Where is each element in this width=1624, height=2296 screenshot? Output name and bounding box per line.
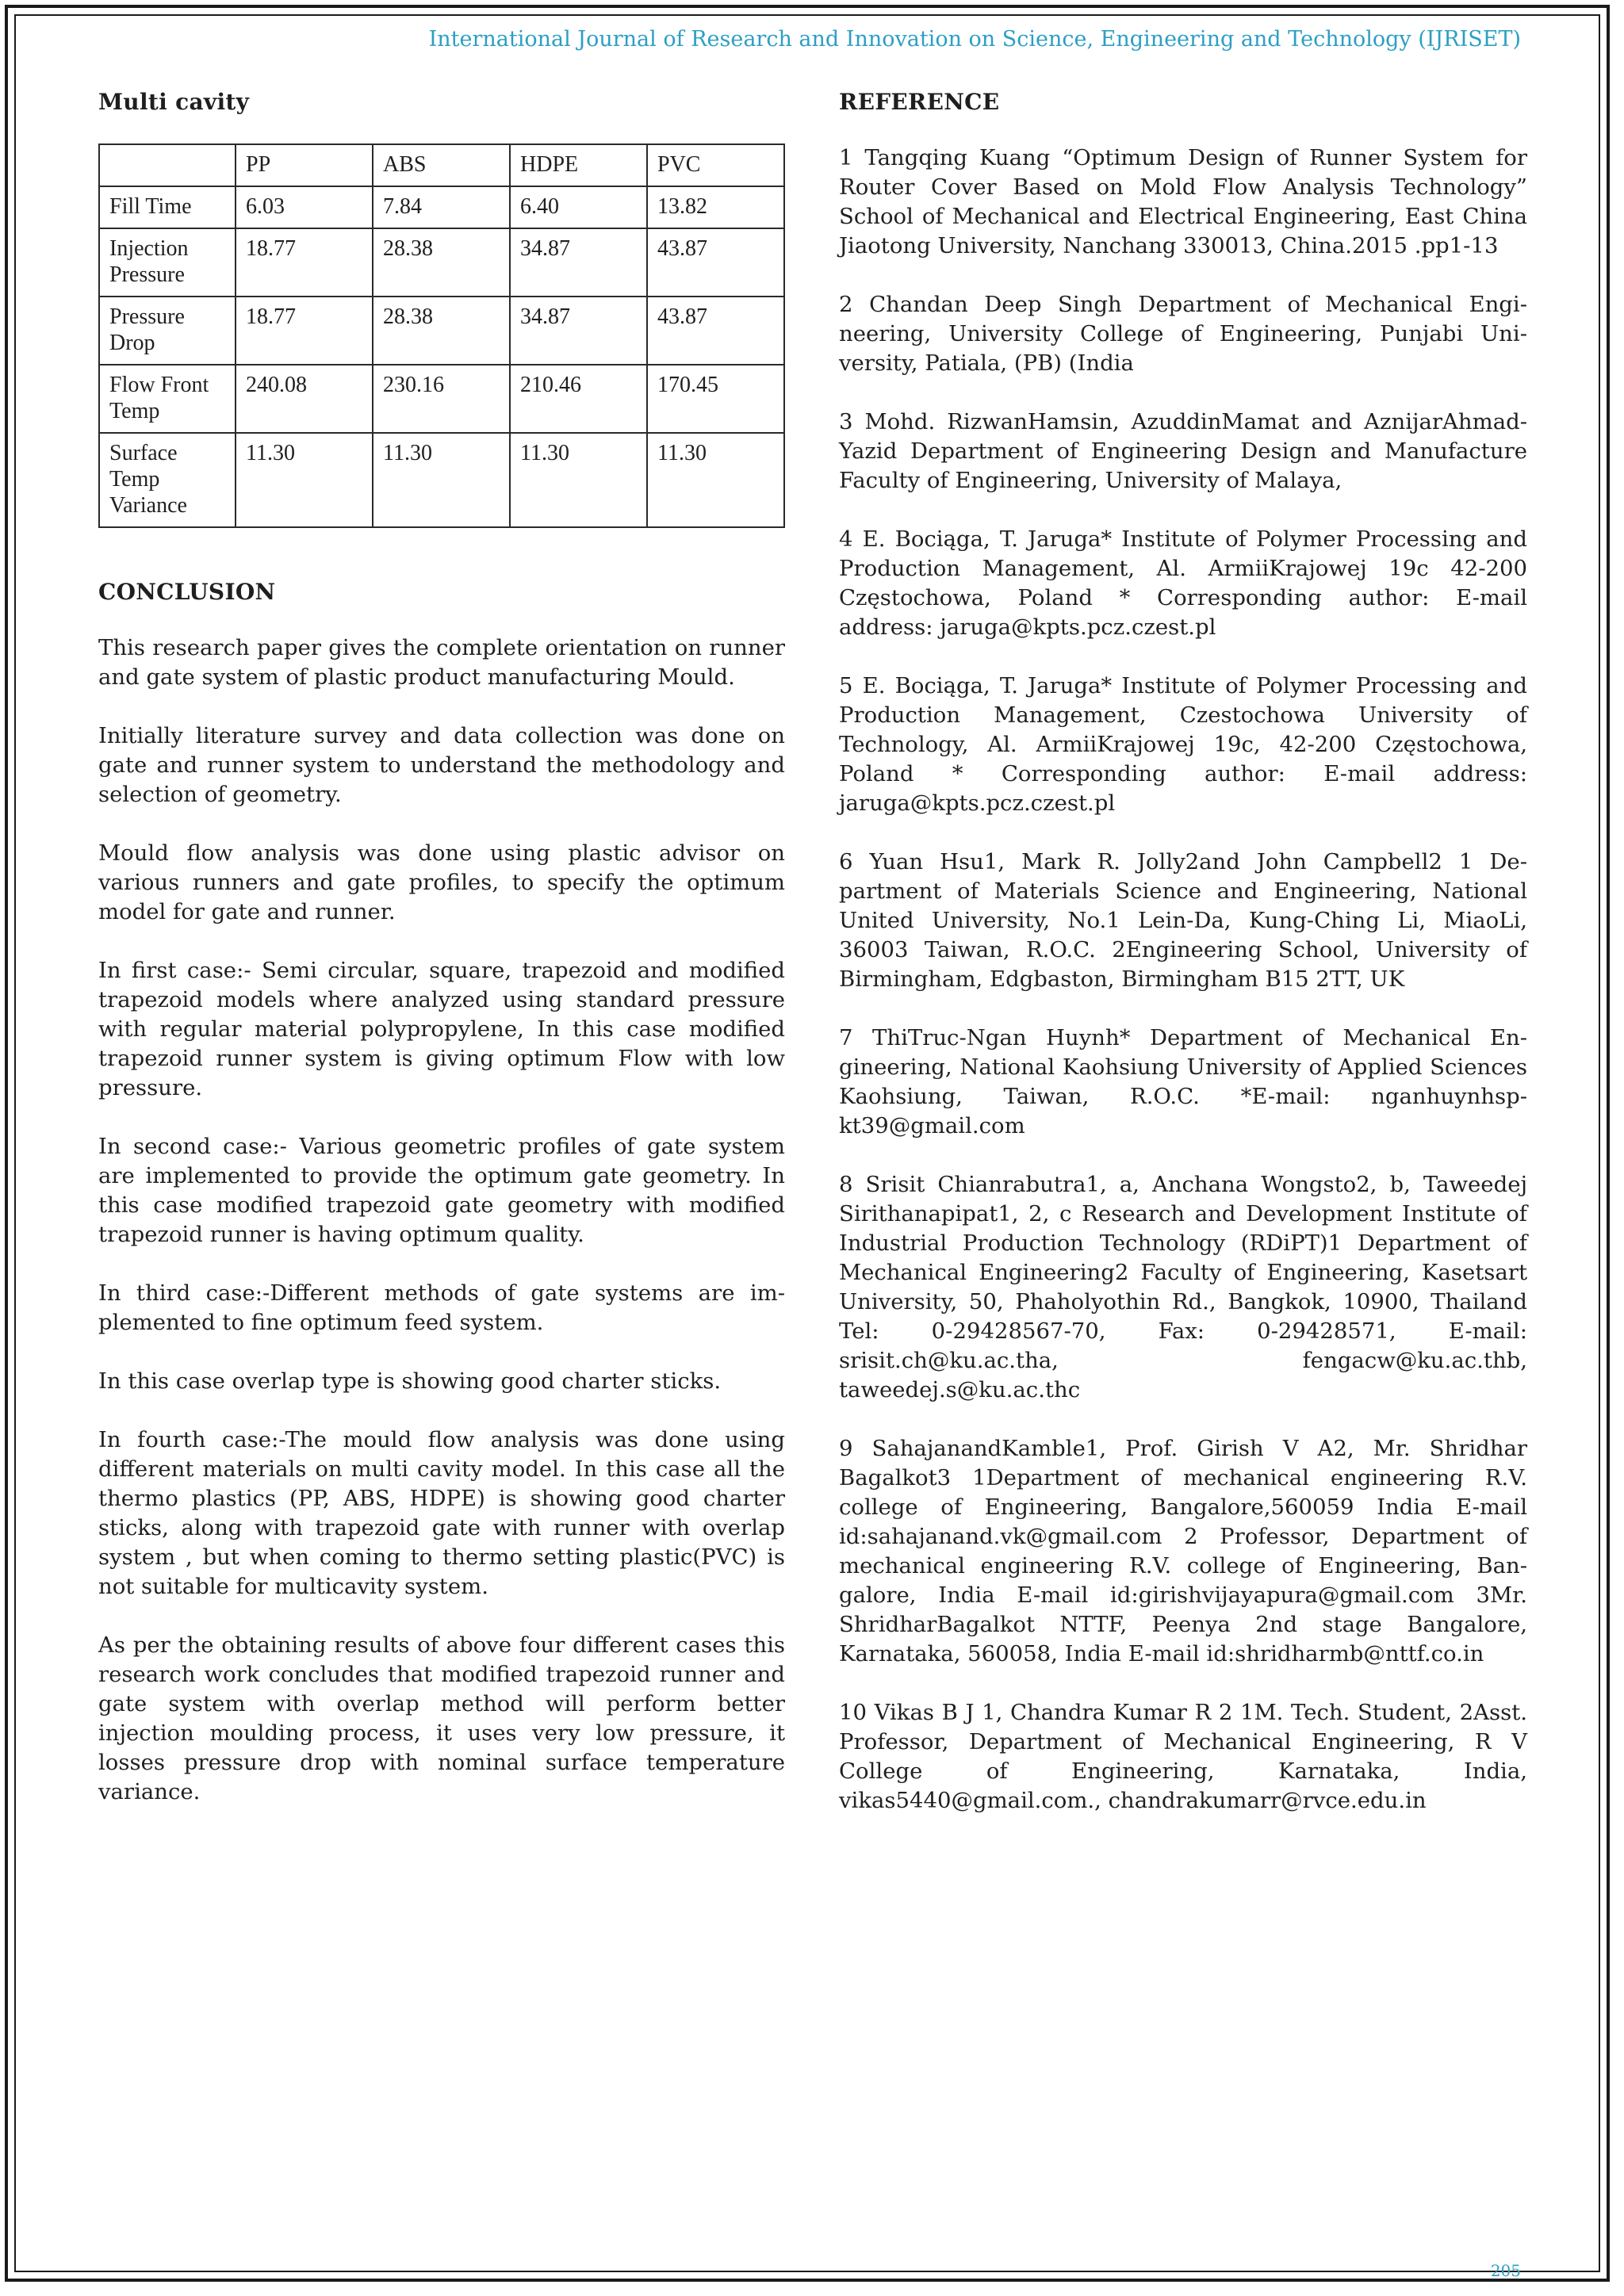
table-title: Multi cavity	[98, 89, 250, 115]
conclusion-paragraph: In this case overlap type is showing good charter sticks.	[98, 1368, 722, 1394]
reference-heading: REFERENCE	[839, 89, 1000, 115]
reference-item: 6 Yuan Hsu1, Mark R. Jolly2and John Campbell2 1 Department of Materials Science and Engineering, National United University, No.1 Lein-Da, Kung-Ching Li, MiaoLi, 36003 Taiwan, R.O.C. 2Engineering School, University of Birmingham, Edgbaston, Birmingham B15 2TT, UK	[839, 849, 1527, 992]
reference-item: 8 Srisit Chianrabutra1, a, Anchana Wongsto2, b, Taweedej Sirithanapipat1, 2, c Research and Development Institute of Industrial Production Technology (RDiPT)1 Department of Mechanical Engineering2 Faculty of Engineering, Kasetsart University, 50, Phaholyothin Rd., Bangkok, 10900, Thailand Tel: 0-29428567-70, Fax: 0-29428571, E-mail: srisit.ch@ku.ac.tha, fengacw@ku.ac.thb, taweedej.s@ku.ac.thc	[839, 1172, 1527, 1402]
page-number: 205	[1490, 2261, 1521, 2280]
reference-item: 1 Tangqing Kuang “Optimum Design of Runner System for Router Cover Based on Mold Flow Analysis Technology” School of Mechanical and Electrical Engineering, East China Jiaotong University, Nanchang 330013, China.2015 .pp1-13	[839, 145, 1527, 258]
multi-cavity-table	[98, 144, 785, 528]
table-header-cell: HDPE	[510, 144, 647, 186]
table-cell: 230.16	[373, 365, 510, 433]
conclusion-paragraph: Initially literature survey and data collection was done on gate and runner system to understand the methodology and selection of geometry.	[98, 723, 785, 807]
conclusion-paragraph: In first case:- Semi circular, square, trapezoid and modified trapezoid models where analyzed using standard pressure with regular material polypropylene, In this case modified trapezoid runner system is giving optimum Flow with low pressure.	[98, 958, 785, 1100]
table-cell: 6.40	[510, 186, 647, 228]
table-row	[99, 228, 784, 297]
conclusion-paragraph: As per the obtaining results of above four different cases this research work concludes that modified trapezoid runner and gate system with overlap method will perform better injection moulding process, it uses very low pressure, it losses pressure drop with nominal surface temperature variance.	[98, 1632, 785, 1804]
row-label-cell: Flow Front Temp	[99, 365, 236, 433]
conclusion-paragraph: In third case:-Different methods of gate systems are implemented to fine optimum feed system.	[98, 1280, 785, 1335]
table-cell: 43.87	[647, 228, 784, 297]
table-cell: 28.38	[373, 297, 510, 365]
left-column	[98, 89, 785, 1836]
conclusion-heading: CONCLUSION	[98, 579, 276, 605]
table-cell: 7.84	[373, 186, 510, 228]
conclusion-paragraph: In second case:- Various geometric profiles of gate system are implemented to provide the optimum gate geometry. In this case modified trapezoid gate geometry with modified trapezoid runner is having optimum quality.	[98, 1134, 785, 1247]
reference-item: 7 ThiTruc-Ngan Huynh* Department of Mechanical Engineering, National Kaohsiung University of Applied Sciences Kaohsiung, Taiwan, R.O.C. *E-mail: nganhuynhspkt39@gmail.com	[839, 1025, 1527, 1138]
row-label-cell: Surface Temp Variance	[99, 433, 236, 527]
table-cell: 210.46	[510, 365, 647, 433]
table-cell: 34.87	[510, 228, 647, 297]
table-row	[99, 365, 784, 433]
table-cell: 6.03	[236, 186, 373, 228]
row-label-cell: Pressure Drop	[99, 297, 236, 365]
table-header-row	[99, 144, 784, 186]
table-row	[99, 433, 784, 527]
row-label-cell: Injection Pressure	[99, 228, 236, 297]
journal-header: International Journal of Research and Innovation on Science, Engineering and Technology (IJRISET)	[428, 27, 1521, 52]
table-header-cell: ABS	[373, 144, 510, 186]
table-cell: 11.30	[510, 433, 647, 527]
table-cell: 34.87	[510, 297, 647, 365]
reference-item: 5 E. Bociąga, T. Jaruga* Institute of Polymer Processing and Production Management, Czestochowa University of Technology, Al. ArmiiKrajowej 19c, 42-200 Częstochowa, Poland * Corresponding author: E-mail address: jaruga@kpts.pcz.czest.pl	[839, 673, 1527, 816]
table-cell: 11.30	[647, 433, 784, 527]
table-cell: 43.87	[647, 297, 784, 365]
table-cell: 240.08	[236, 365, 373, 433]
conclusion-paragraph: Mould flow analysis was done using plastic advisor on various runners and gate profiles, to specify the optimum model for gate and runner.	[98, 840, 785, 924]
reference-item: 4 E. Bociąga, T. Jaruga* Institute of Polymer Processing and Production Management, Al. ArmiiKrajowej 19c 42-200 Częstochowa, Poland * Corresponding author: E-mail address: jaruga@kpts.pcz.czest.pl	[839, 526, 1527, 640]
conclusion-paragraph: This research paper gives the complete orientation on runner and gate system of plastic product manufacturing Mould.	[98, 635, 785, 690]
reference-item: 10 Vikas B J 1, Chandra Kumar R 2 1M. Tech. Student, 2Asst. Professor, Department of Mechanical Engineering, R V College of Engineering, Karnataka, India, vikas5440@gmail.com., chandrakumarr@rvce.edu.in	[839, 1700, 1527, 1813]
table-row	[99, 186, 784, 228]
reference-item: 3 Mohd. RizwanHamsin, AzuddinMamat and AznijarAhmad-Yazid Department of Engineering Design and Manufacture Faculty of Engineering, University of Malaya,	[839, 409, 1527, 493]
table-cell: 11.30	[236, 433, 373, 527]
reference-item: 9 SahajanandKamble1, Prof. Girish V A2, Mr. Shridhar Bagalkot3 1Department of mechanical engineering R.V. college of Engineering, Bangalore,560059 India E-mail id:sahajanand.vk@gmail.com 2 Professor, Department of mechanical engineering R.V. college of Engineering, Bangalore, India E-mail id:girishvijayapura@gmail.com 3Mr. ShridharBagalkot NTTF, Peenya 2nd stage Bangalore, Karnataka, 560058, India E-mail id:shridharmb@nttf.co.in	[839, 1436, 1527, 1667]
table-cell: 170.45	[647, 365, 784, 433]
table-header-cell: PVC	[647, 144, 784, 186]
table-header-cell: PP	[236, 144, 373, 186]
table-row	[99, 297, 784, 365]
right-column	[839, 89, 1527, 1845]
table-cell: 18.77	[236, 297, 373, 365]
reference-item: 2 Chandan Deep Singh Department of Mechanical Engineering, University College of Engineering, Punjabi University, Patiala, (PB) (India	[839, 292, 1527, 376]
table-header-cell	[99, 144, 236, 186]
table-cell: 28.38	[373, 228, 510, 297]
conclusion-paragraph: In fourth case:-The mould flow analysis was done using different materials on multi cavity model. In this case all the thermo plastics (PP, ABS, HDPE) is showing good charter sticks, along with trapezoid gate with runner with overlap system , but when coming to thermo setting plastic(PVC) is not suitable for multicavity system.	[98, 1427, 785, 1599]
table-cell: 13.82	[647, 186, 784, 228]
table-cell: 18.77	[236, 228, 373, 297]
row-label-cell: Fill Time	[99, 186, 236, 228]
table-cell: 11.30	[373, 433, 510, 527]
